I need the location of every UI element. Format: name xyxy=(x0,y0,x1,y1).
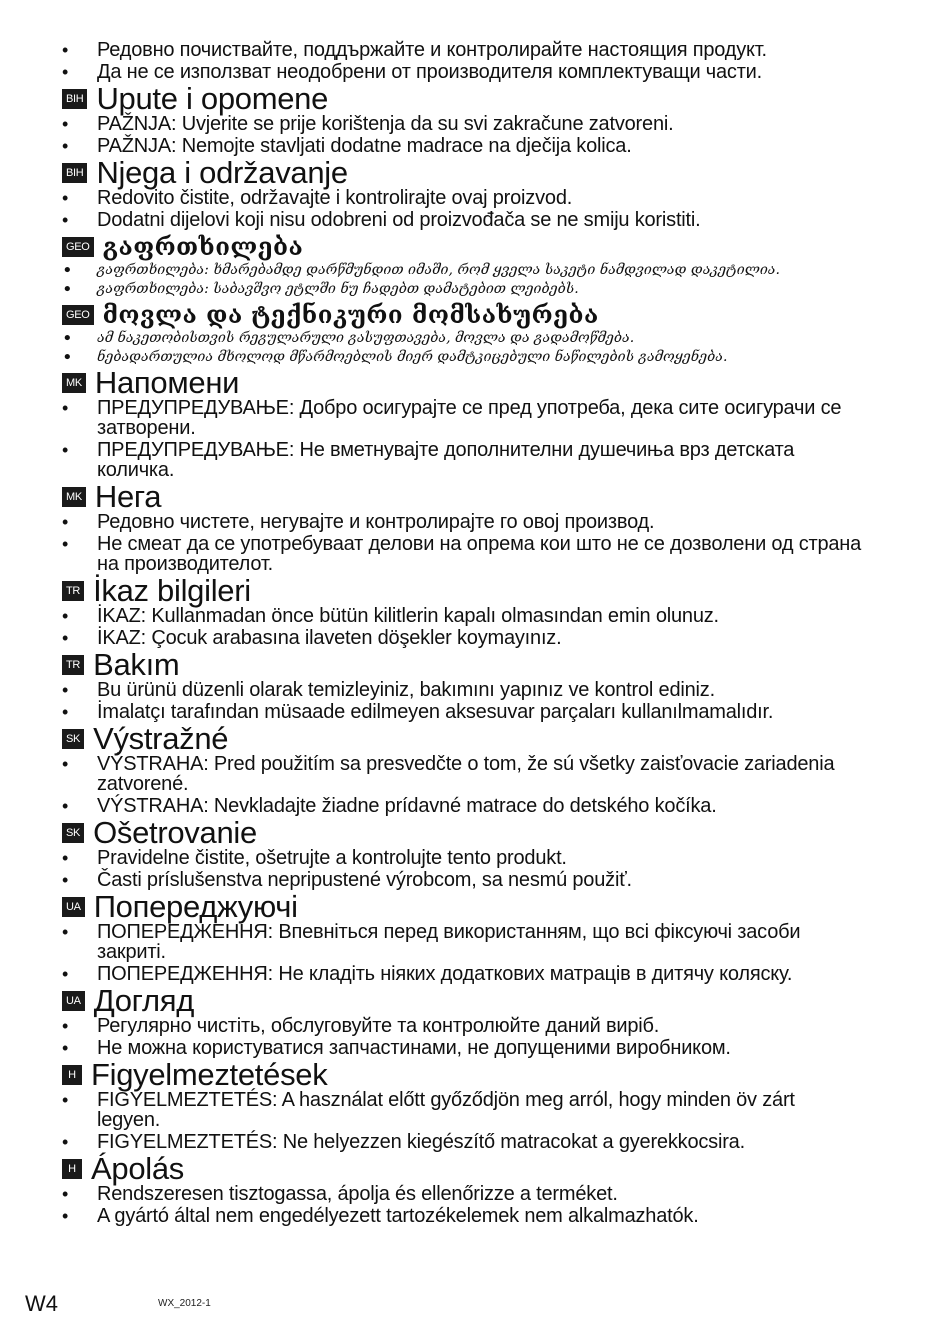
section-heading xyxy=(62,155,862,190)
list-item: • A gyártó által nem engedélyezett tartozékelemek nem alkalmazhatók. xyxy=(62,1206,862,1226)
section-title: Njega i održavanje xyxy=(96,155,348,190)
list-item: • ნებადართულია მხოლოდ მწარმოებლის მიერ დამტკიცებული ნაწილების გამოყენება. xyxy=(62,349,862,366)
list-item: • İmalatçı tarafından müsaade edilmeyen aksesuvar parçaları kullanılmamalıdır. xyxy=(62,702,862,722)
section-title: Upute i opomene xyxy=(96,81,329,116)
language-badge: BIH xyxy=(62,89,87,109)
section-heading xyxy=(62,889,862,924)
list-item: • VÝSTRAHA: Nevkladajte žiadne prídavné matrace do detského kočíka. xyxy=(62,796,862,816)
list-item: • Rendszeresen tisztogassa, ápolja és ellenőrizze a terméket. xyxy=(62,1184,862,1204)
section-title: İkaz bilgileri xyxy=(93,573,251,608)
section-title: გაფრთხილება xyxy=(102,232,304,261)
language-badge: H xyxy=(62,1159,82,1179)
language-badge: MK xyxy=(62,373,86,393)
list-item: • PAŽNJA: Nemojte stavljati dodatne madrace na dječija kolica. xyxy=(62,136,862,156)
section-title: Попереджуючі xyxy=(93,889,298,924)
list-item: • Bu ürünü düzenli olarak temizleyiniz, bakımını yapınız ve kontrol ediniz. xyxy=(62,680,862,700)
list-item: • გაფრთხილება: ხმარებამდე დარწმუნდით იმაში, რომ ყველა საკეტი ნამდვილად დაკეტილია. xyxy=(62,262,862,279)
section-title: Ápolás xyxy=(91,1151,184,1186)
list-item: • Не смеат да се употребуваат делови на опрема кои што не се дозволени од страна на производителот. xyxy=(62,534,862,574)
list-item: • Редовно чистете, негувајте и контролирајте го овој производ. xyxy=(62,512,862,532)
page-number: W4 xyxy=(25,1291,58,1316)
language-badge: MK xyxy=(62,487,86,507)
section-heading xyxy=(62,1057,862,1092)
section-title: Нега xyxy=(94,479,162,514)
section-heading xyxy=(62,300,862,330)
section-title: Догляд xyxy=(93,983,195,1018)
section-heading xyxy=(62,815,862,850)
language-badge: H xyxy=(62,1065,82,1085)
list-item: • ПОПЕРЕДЖЕННЯ: Впевніться перед використанням, що всі фіксуючі засоби закриті. xyxy=(62,922,862,962)
document-code: WX_2012-1 xyxy=(158,1298,211,1309)
section-heading xyxy=(62,81,862,116)
list-item: • ПРЕДУПРЕДУВАЊЕ: Не вметнувајте дополнителни душечиња врз детската количка. xyxy=(62,440,862,480)
list-item: • ПОПЕРЕДЖЕННЯ: Не кладіть ніяких додаткових матраців в дитячу коляску. xyxy=(62,964,862,984)
section-heading xyxy=(62,479,862,514)
language-badge: BIH xyxy=(62,163,87,183)
section-heading xyxy=(62,983,862,1018)
section-heading xyxy=(62,365,862,400)
section-title: Výstražné xyxy=(93,721,229,756)
section-heading xyxy=(62,573,862,608)
language-badge: TR xyxy=(62,581,84,601)
list-item: • ПРЕДУПРЕДУВАЊЕ: Добро осигурајте се пред употреба, дека сите осигурачи се затворени. xyxy=(62,398,862,438)
list-item: • VÝSTRAHA: Pred použitím sa presvedčte o tom, že sú všetky zaisťovacie zariadenia zatvorené. xyxy=(62,754,862,794)
section-title: Figyelmeztetések xyxy=(91,1057,328,1092)
language-badge: GEO xyxy=(62,305,94,325)
language-badge: SK xyxy=(62,823,84,843)
language-badge: TR xyxy=(62,655,84,675)
list-item: • İKAZ: Çocuk arabasına ilaveten döşekler koymayınız. xyxy=(62,628,862,648)
section-title: Напомени xyxy=(94,365,240,400)
list-item: • Dodatni dijelovi koji nisu odobreni od proizvođača se ne smiju koristiti. xyxy=(62,210,862,230)
section-heading xyxy=(62,1151,862,1186)
intro-bullet-2: • Да не се използват неодобрени от производителя комплектуващи части. xyxy=(62,62,862,82)
language-badge: GEO xyxy=(62,237,94,257)
list-item: • გაფრთხილება: საბავშვო ეტლში ნუ ჩადებთ დამატებით ლეიბებს. xyxy=(62,281,862,298)
list-item: • FIGYELMEZTETÉS: Ne helyezzen kiegészítő matracokat a gyerekkocsira. xyxy=(62,1132,862,1152)
list-item: • Redovito čistite, održavajte i kontrolirajte ovaj proizvod. xyxy=(62,188,862,208)
language-badge: UA xyxy=(62,991,85,1011)
section-title: მოვლა და ტექნიკური მომსახურება xyxy=(102,300,599,329)
list-item: • Pravidelne čistite, ošetrujte a kontrolujte tento produkt. xyxy=(62,848,862,868)
section-heading xyxy=(62,647,862,682)
list-item: • ამ ნაკეთობისთვის რეგულარული გასუფთავება, მოვლა და გადამოწმება. xyxy=(62,330,862,347)
document-body xyxy=(62,40,862,1228)
section-title: Bakım xyxy=(93,647,180,682)
language-badge: SK xyxy=(62,729,84,749)
list-item: • PAŽNJA: Uvjerite se prije korištenja da su svi zakračune zatvoreni. xyxy=(62,114,862,134)
list-item: • İKAZ: Kullanmadan önce bütün kilitlerin kapalı olmasından emin olunuz. xyxy=(62,606,862,626)
section-heading xyxy=(62,721,862,756)
intro-bullet-1: • Редовно почиствайте, поддържайте и контролирайте настоящия продукт. xyxy=(62,40,862,60)
list-item: • Регулярно чистіть, обслуговуйте та контролюйте даний виріб. xyxy=(62,1016,862,1036)
list-item: • Časti príslušenstva nepripustené výrobcom, sa nesmú použiť. xyxy=(62,870,862,890)
language-badge: UA xyxy=(62,897,85,917)
section-title: Ošetrovanie xyxy=(93,815,257,850)
list-item: • FIGYELMEZTETÉS: A használat előtt győződjön meg arról, hogy minden öv zárt legyen. xyxy=(62,1090,862,1130)
list-item: • Не можна користуватися запчастинами, не допущеними виробником. xyxy=(62,1038,862,1058)
section-heading xyxy=(62,232,862,262)
